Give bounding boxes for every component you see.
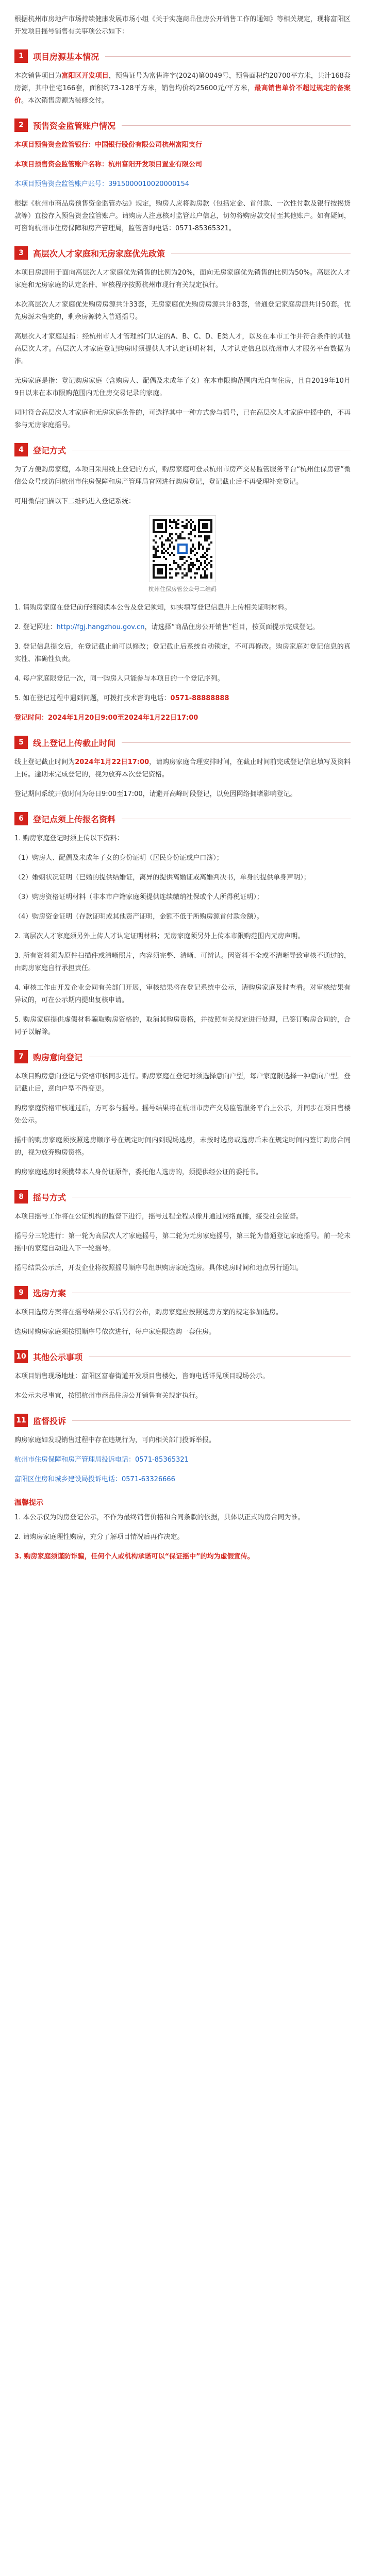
section-paragraph [14, 1211, 351, 1223]
text-run: 本公示未尽事宜，按照杭州市商品住房公开销售有关规定执行。 [14, 1392, 203, 1400]
section-number-badge: 1 [14, 49, 28, 63]
section-title: 摇号方式 [33, 1192, 67, 1202]
section-paragraph [14, 1454, 351, 1466]
text-run: 本项目预售资金监管账户账号：3915000010020000154 [14, 180, 190, 188]
text-run: 线上登记截止时间为 [14, 758, 75, 766]
section-number-badge: 5 [14, 736, 28, 749]
text-run: 4. 每户家庭限登记一次，同一购房人只能参与本项目的一个登记序列。 [14, 675, 224, 683]
text-run: 3. 登记信息提交后，在登记截止前可以修改；登记截止后系统自动锁定，不可再修改。购房家庭对登记信息的真实性、准确性负责。 [14, 643, 351, 663]
text-run: （4）购房资金证明（存款证明或其他资产证明，金额不低于所购房源首付款金额）。 [14, 913, 263, 921]
section-7 [14, 1050, 351, 1179]
section-paragraph [14, 198, 351, 235]
text-run: 摇号分三轮进行：第一轮为高层次人才家庭摇号，第二轮为无房家庭摇号，第三轮为普通登记家庭摇号。前一轮未摇中的家庭自动进入下一轮摇号。 [14, 1232, 351, 1252]
section-number-badge: 2 [14, 118, 28, 132]
section-paragraph [14, 950, 351, 975]
section-3 [14, 246, 351, 432]
section-paragraph [14, 70, 351, 107]
section-number-badge: 6 [14, 812, 28, 825]
text-run: 高层次人才家庭是指：经杭州市人才管理部门认定的A、B、C、D、E类人才，以及在本市工作并符合条件的其他高层次人才。高层次人才家庭登记购房时须提供人才认定证明材料，人才认定信息以杭州市人才服务平台数据为准。 [14, 333, 351, 365]
text-run: 0571-88888888 [170, 694, 229, 702]
text-run: 富阳区开发项目 [61, 72, 109, 80]
text-run: 登记时间：2024年1月20日9:00至2024年1月22日17:00 [14, 714, 198, 722]
text-run: 本项目选房方案将在摇号结果公示后另行公布，购房家庭应按照选房方案的规定参加选房。 [14, 1309, 283, 1316]
notice-title: 温馨提示 [14, 1499, 43, 1507]
section-header [14, 1050, 351, 1063]
section-title: 项目房源基本情况 [33, 52, 99, 62]
section-paragraph [14, 1230, 351, 1255]
section-paragraph [14, 1134, 351, 1159]
section-paragraph [14, 982, 351, 1007]
text-run: 2024年1月22日17:00 [75, 758, 150, 766]
qr-caption: 杭州住保房管公众号二维码 [148, 586, 217, 592]
text-run: ，请购房家庭合理安排时间，在截止时间前完成登记信息填写及资料上传。逾期未完成登记的，视为放弃本次登记资格。 [14, 758, 351, 778]
section-5 [14, 736, 351, 801]
section-paragraph [14, 1071, 351, 1095]
section-1 [14, 49, 351, 107]
text-run: 最高销售单价不超过规定的备案价 [14, 84, 351, 105]
text-run: 2. 请购房家庭理性购房，充分了解项目情况后再作决定。 [14, 1533, 184, 1541]
section-title: 登记点须上传报名资料 [33, 814, 116, 824]
text-run: 摇中的购房家庭须按照选房顺序号在规定时间内到现场选房，未按时选房或选房后未在规定时间内签订购房合同的，视为放弃购房资格。 [14, 1137, 351, 1157]
text-run: 无房家庭是指：登记购房家庭（含购房人、配偶及未成年子女）在本市限购范围内无自有住房，且自2019年10月9日以来在本市限购范围内无住房交易记录的家庭。 [14, 377, 351, 397]
section-paragraph [14, 891, 351, 904]
text-run: 本项目预售资金监管银行：中国银行股份有限公司杭州富阳支行 [14, 141, 203, 149]
section-paragraph [14, 1434, 351, 1447]
text-run: 3. 所有资料须为原件扫描件或清晰照片，内容须完整、清晰、可辨认。因资料不全或不清晰导致审核不通过的，由购房家庭自行承担责任。 [14, 952, 351, 972]
section-paragraph [14, 911, 351, 923]
section-title: 其他公示事项 [33, 1352, 83, 1362]
text-run: 本项目销售现场地址：富阳区富春街道开发项目售楼处，咨询电话详见项目现场公示。 [14, 1372, 270, 1380]
section-paragraph [14, 1473, 351, 1486]
section-divider [122, 742, 351, 743]
section-paragraph [14, 852, 351, 865]
section-2 [14, 118, 351, 235]
text-run: 同时符合高层次人才家庭和无房家庭条件的，可选择其中一种方式参与摇号，已在高层次人才家庭中摇中的，不再参与无房家庭摇号。 [14, 409, 351, 429]
section-paragraph [14, 178, 351, 191]
section-11 [14, 1414, 351, 1486]
section-paragraph [14, 407, 351, 432]
section-title: 选房方案 [33, 1288, 67, 1298]
section-header [14, 1414, 351, 1427]
section-paragraph [14, 872, 351, 884]
section-paragraph [14, 267, 351, 292]
section-header [14, 812, 351, 825]
section-title: 监督投诉 [33, 1416, 67, 1426]
section-divider [105, 56, 351, 57]
section-paragraph [14, 496, 351, 508]
text-run: 3. 购房家庭须谨防诈骗，任何个人或机构承诺可以“保证摇中”的均为虚假宣传。 [14, 1553, 254, 1561]
section-paragraph [14, 1103, 351, 1127]
section-paragraph [14, 139, 351, 151]
section-paragraph [14, 756, 351, 781]
text-run: 本次高层次人才家庭优先购房房源共计33套，无房家庭优先购房房源共计83套，普通登记家庭房源共计50套。优先房源未售完的，剩余房源转入普通摇号。 [14, 301, 351, 321]
text-run: 本次销售项目为 [14, 72, 62, 80]
text-run: 富阳区住房和城乡建设局投诉电话：0571-63326666 [14, 1476, 175, 1483]
section-paragraph [14, 673, 351, 685]
section-number-badge: 9 [14, 1286, 28, 1299]
intro-paragraph: 根据杭州市房地产市场持续健康发展市场小组《关于实施商品住房公开销售工作的通知》等相关规定，现将富阳区开发项目摇号销售有关事项公示如下： [14, 15, 351, 36]
text-run: 选房时购房家庭须按照顺序号依次进行，每户家庭限选购一套住房。 [14, 1328, 216, 1336]
text-run: （3）购房资格证明材料（非本市户籍家庭须提供连续缴纳社保或个人所得税证明）； [14, 893, 263, 901]
text-run: （2）婚姻状况证明（已婚的提供结婚证，离异的提供离婚证或离婚判决书，单身的提供单身声明）； [14, 874, 310, 882]
section-paragraph [14, 692, 351, 705]
sections-container [14, 49, 351, 1486]
section-header [14, 1350, 351, 1363]
section-9 [14, 1286, 351, 1338]
section-paragraph [14, 1014, 351, 1039]
section-header [14, 443, 351, 456]
text-run: 本项目购房意向登记与资格审核同步进行。购房家庭在登记时须选择意向户型，每户家庭限选择一种意向户型。登记截止后，意向户型不得变更。 [14, 1073, 351, 1093]
text-run: 1. 本公示仅为购房登记公示，不作为最终销售价格和合同条款的依据，具体以正式购房合同为准。 [14, 1514, 305, 1521]
text-run: 为了方便购房家庭，本项目采用线上登记的方式，购房家庭可登录杭州市房产交易监管服务平台“杭州住保房管”微信公众号或访问杭州市住房保障和房产管理局官网进行购房登记，登记截止后不再受理补充登记。 [14, 466, 351, 486]
text-run: 可用微信扫描以下二维码进入登记系统： [14, 498, 136, 505]
text-run: 1. 请购房家庭在登记前仔细阅读本公告及登记须知，如实填写登记信息并上传相关证明材料。 [14, 604, 291, 612]
section-paragraph [14, 464, 351, 488]
text-run: 4. 审核工作由开发企业会同有关部门开展，审核结果将在登记系统中公示，请购房家庭及时查看。对审核结果有异议的，可在公示期内提出复核申请。 [14, 984, 351, 1004]
section-title: 登记方式 [33, 445, 67, 455]
text-run: ，请选择“商品住房公开销售”栏目，按页面提示完成登记。 [144, 623, 319, 631]
section-number-badge: 8 [14, 1190, 28, 1204]
section-paragraph [14, 375, 351, 400]
section-paragraph [14, 602, 351, 614]
section-paragraph [14, 930, 351, 943]
text-run: 。本次销售房源为装修交付。 [21, 97, 109, 105]
section-8 [14, 1190, 351, 1275]
section-header [14, 246, 351, 260]
text-run: 购房家庭资格审核通过后，方可参与摇号。摇号结果将在杭州市房产交易监管服务平台上公示，并同步在项目售楼处公示。 [14, 1105, 351, 1125]
notice-block [14, 1497, 351, 1563]
section-6 [14, 812, 351, 1039]
notice-paragraph [14, 1531, 351, 1544]
section-title: 预售资金监管账户情况 [33, 121, 116, 131]
section-paragraph [14, 712, 351, 724]
section-divider [72, 1420, 351, 1421]
section-paragraph [14, 788, 351, 801]
section-number-badge: 4 [14, 443, 28, 456]
section-4 [14, 443, 351, 724]
text-run: ，预售证号为富售许字(2024)第0049号，预售面积约20700平方米，共计168套房源，其中住宅166套，面积约73-128平方米，销售均价约25600元/平方米， [14, 72, 351, 92]
text-run: 摇号结果公示后，开发企业将按照摇号顺序号组织购房家庭选房。具体选房时间和地点另行通知。 [14, 1264, 303, 1272]
section-paragraph [14, 331, 351, 368]
text-run: 本项目摇号工作将在公证机构的监督下进行，摇号过程全程录像并通过网络直播，接受社会监督。 [14, 1213, 303, 1221]
section-paragraph [14, 1370, 351, 1383]
text-run[interactable]: http://fgj.hangzhou.gov.cn [56, 623, 145, 631]
section-number-badge: 3 [14, 246, 28, 260]
section-paragraph [14, 1390, 351, 1402]
section-paragraph [14, 1307, 351, 1319]
qr-code-icon[interactable] [149, 515, 216, 582]
text-run: 1. 购房家庭登记时须上传以下资料： [14, 835, 124, 842]
notice-paragraph [14, 1512, 351, 1524]
section-paragraph [14, 1326, 351, 1338]
section-10 [14, 1350, 351, 1402]
section-paragraph [14, 159, 351, 171]
section-title: 线上登记上传截止时间 [33, 738, 116, 748]
section-number-badge: 10 [14, 1350, 28, 1363]
text-run: 5. 如在登记过程中遇到问题，可拨打技术咨询电话： [14, 694, 171, 702]
section-paragraph [14, 1262, 351, 1275]
text-run: 登记期间系统开放时间为每日9:00至17:00，请避开高峰时段登记，以免因网络拥堵影响登记。 [14, 790, 297, 798]
section-number-badge: 11 [14, 1414, 28, 1427]
section-title: 购房意向登记 [33, 1052, 83, 1062]
text-run: 5. 购房家庭提供虚假材料骗取购房资格的，取消其购房资格，并按照有关规定进行处理，已签订购房合同的，合同予以解除。 [14, 1016, 351, 1036]
section-title: 高层次人才家庭和无房家庭优先政策 [33, 248, 165, 259]
text-run: 购房家庭如发现销售过程中存在违规行为，可向相关部门投诉举报。 [14, 1436, 216, 1444]
notice-paragraph [14, 1551, 351, 1563]
qr-code-block [147, 515, 218, 594]
section-header [14, 736, 351, 749]
section-header [14, 118, 351, 132]
section-header [14, 1286, 351, 1299]
section-header [14, 1190, 351, 1204]
section-paragraph [14, 299, 351, 324]
section-divider [122, 125, 351, 126]
section-paragraph [14, 621, 351, 634]
section-header [14, 49, 351, 63]
text-run: （1）购房人、配偶及未成年子女的身份证明（居民身份证或户口簿）； [14, 854, 223, 862]
text-run: 杭州市住房保障和房产管理局投诉电话：0571-85365321 [14, 1456, 189, 1464]
section-paragraph [14, 641, 351, 666]
text-run: 2. 登记网址： [14, 623, 57, 631]
text-run: 本项目房源用于面向高层次人才家庭优先销售的比例为20%，面向无房家庭优先销售的比例为50%。高层次人才家庭和无房家庭的认定条件、审核程序按照杭州市现行有关规定执行。 [14, 269, 351, 289]
text-run: 2. 高层次人才家庭须另外上传人才认定证明材料；无房家庭须另外上传本市限购范围内无房声明。 [14, 933, 305, 940]
text-run: 根据《杭州市商品房预售资金监管办法》规定，购房人应将购房款（包括定金、首付款、一次性付款及银行按揭贷款等）直接存入预售资金监管账户。请购房人注意核对监管账户信息，切勿将购房款交付至其他账户。如有疑问，可咨询杭州市住房保障和房产管理局，监管咨询电话：0571-85365321。 [14, 200, 351, 232]
section-paragraph [14, 833, 351, 845]
text-run: 本项目预售资金监管账户名称：杭州富阳开发项目置业有限公司 [14, 161, 203, 168]
section-paragraph [14, 1166, 351, 1179]
section-number-badge: 7 [14, 1050, 28, 1063]
text-run: 购房家庭选房时须携带本人身份证原件，委托他人选房的，须提供经公证的委托书。 [14, 1168, 263, 1176]
